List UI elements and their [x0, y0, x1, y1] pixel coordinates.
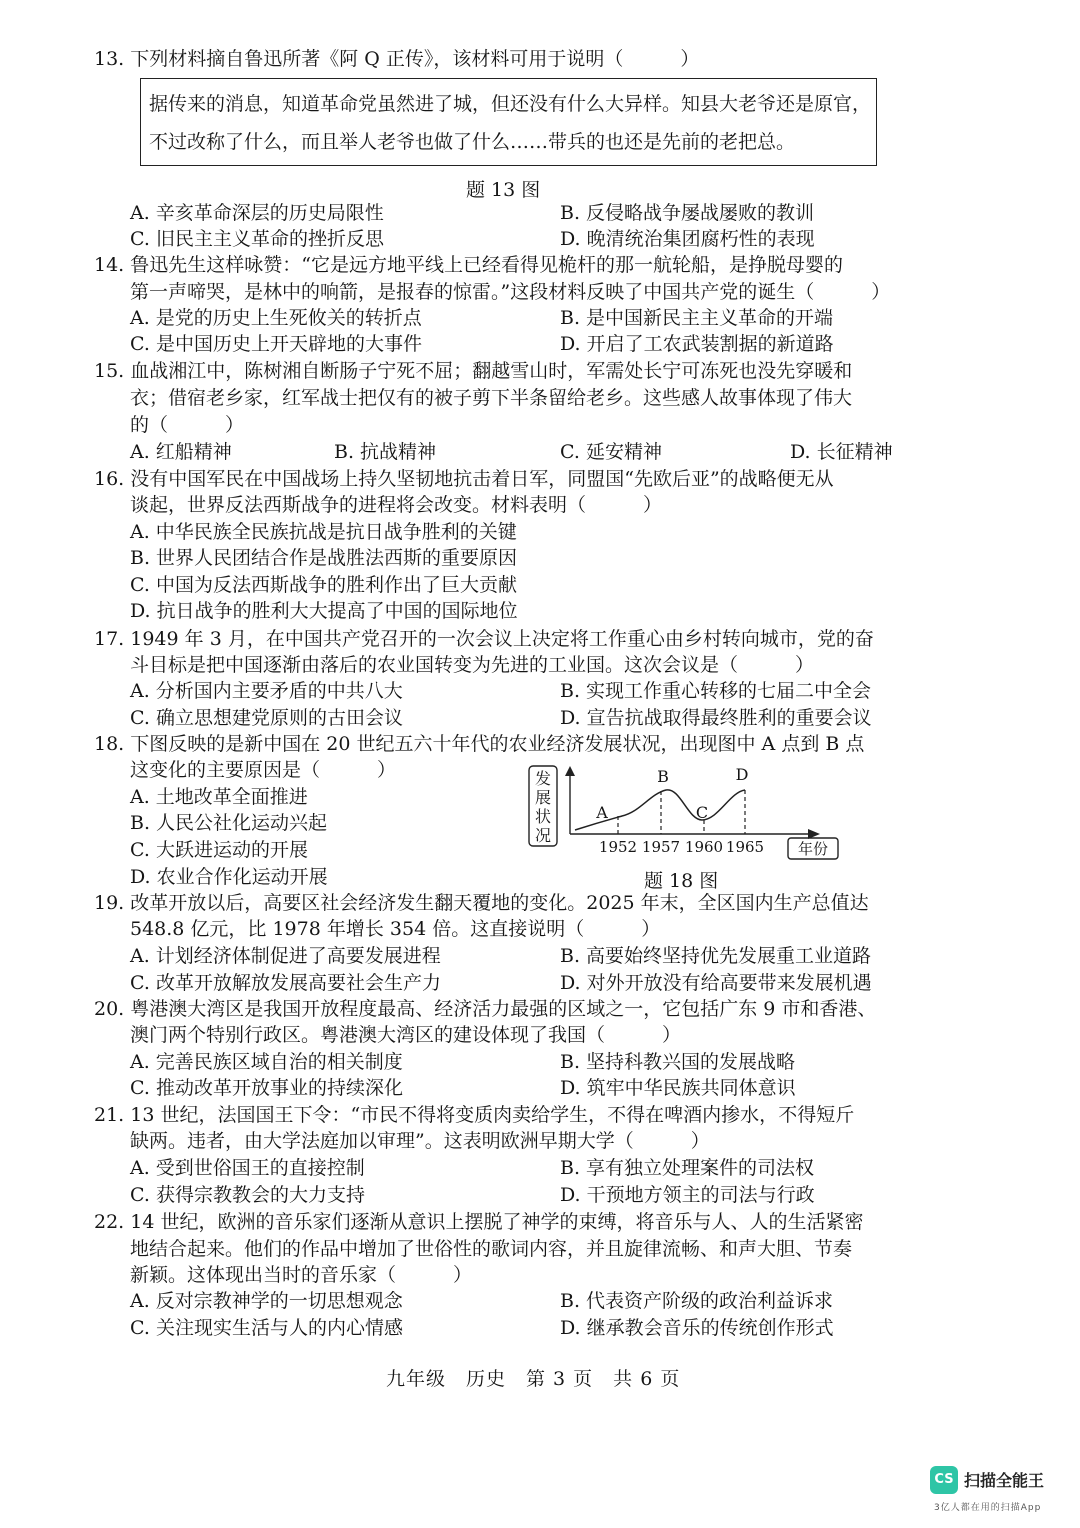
q16-option-b[interactable]: B. 世界人民团结合作是战胜法西斯的重要原因 [130, 547, 518, 569]
watermark-name: 扫描全能王 [964, 1471, 1045, 1490]
q13-option-c[interactable]: C. 旧民主主义革命的挫折反思 [130, 228, 384, 250]
q18-option-b[interactable]: B. 人民公社化运动兴起 [130, 812, 328, 834]
q15-option-a[interactable]: A. 红船精神 [130, 441, 232, 463]
q19-stem: 19. 改革开放以后，高要区社会经济发生翻天覆地的变化。2025 年末，全区国内生产总值达 [94, 892, 869, 914]
chart-ylabel-char: 展 [534, 788, 552, 807]
q15-stem: 15. 血战湘江中，陈树湘自断肠子宁死不屈；翻越雪山时，军需处长宁可冻死也没先穿暖和 [94, 360, 853, 382]
q22-option-a[interactable]: A. 反对宗教神学的一切思想观念 [130, 1290, 403, 1312]
q13-stem: 13. 下列材料摘自鲁迅所著《阿 Q 正传》，该材料可用于说明（ ） [94, 48, 700, 70]
q14-option-a[interactable]: A. 是党的历史上生死攸关的转折点 [130, 307, 422, 329]
q17-option-a[interactable]: A. 分析国内主要矛盾的中共八大 [130, 680, 403, 702]
q18-chart [520, 762, 850, 867]
q21-option-a[interactable]: A. 受到世俗国王的直接控制 [130, 1157, 365, 1179]
q18-option-c[interactable]: C. 大跃进运动的开展 [130, 839, 308, 861]
scanner-watermark [930, 1466, 1070, 1516]
chart-ylabel-char: 况 [534, 826, 552, 845]
q14-stem: 第一声啼哭，是林中的响箭，是报春的惊雷。”这段材料反映了中国共产党的诞生（ ） [130, 281, 891, 303]
q18-stem: 18. 下图反映的是新中国在 20 世纪五六十年代的农业经济发展状况，出现图中 A 点到 B 点 [94, 733, 865, 755]
q14-option-b[interactable]: B. 是中国新民主主义革命的开端 [560, 307, 834, 329]
q13-option-b[interactable]: B. 反侵略战争屡战屡败的教训 [560, 202, 815, 224]
q16-stem: 谈起，世界反法西斯战争的进程将会改变。材料表明（ ） [130, 494, 663, 516]
q14-option-d[interactable]: D. 开启了工农武装割据的新道路 [560, 333, 834, 355]
q17-option-c[interactable]: C. 确立思想建党原则的古田会议 [130, 707, 403, 729]
q18-option-d[interactable]: D. 农业合作化运动开展 [130, 866, 328, 888]
q19-stem: 548.8 亿元，比 1978 年增长 354 倍。这直接说明（ ） [130, 918, 661, 940]
q15-option-b[interactable]: B. 抗战精神 [334, 441, 437, 463]
q17-option-d[interactable]: D. 宣告抗战取得最终胜利的重要会议 [560, 707, 872, 729]
q21-option-d[interactable]: D. 干预地方领主的司法与行政 [560, 1184, 815, 1206]
q15-option-d[interactable]: D. 长征精神 [790, 441, 893, 463]
q22-option-d[interactable]: D. 继承教会音乐的传统创作形式 [560, 1317, 834, 1339]
q13-material-line: 据传来的消息，知道革命党虽然进了城，但还没有什么大异样。知县大老爷还是原官， [149, 93, 872, 115]
q16-option-a[interactable]: A. 中华民族全民族抗战是抗日战争胜利的关键 [130, 521, 517, 543]
q21-option-c[interactable]: C. 获得宗教教会的大力支持 [130, 1184, 365, 1206]
camscanner-logo-icon: CS [930, 1466, 958, 1494]
chart-ylabel-char: 发 [534, 769, 552, 788]
chart-y-arrow [565, 766, 575, 776]
q18-caption: 题 18 图 [644, 870, 719, 892]
q20-stem: 澳门两个特别行政区。粤港澳大湾区的建设体现了我国（ ） [130, 1024, 682, 1046]
chart-point-label: C [695, 803, 709, 822]
q19-option-a[interactable]: A. 计划经济体制促进了高要发展进程 [130, 945, 441, 967]
q17-stem: 斗目标是把中国逐渐由落后的农业国转变为先进的工业国。这次会议是（ ） [130, 654, 815, 676]
q14-option-c[interactable]: C. 是中国历史上开天辟地的大事件 [130, 333, 422, 355]
q13-material-box [140, 78, 877, 166]
chart-marks [595, 765, 764, 856]
q17-option-b[interactable]: B. 实现工作重心转移的七届二中全会 [560, 680, 872, 702]
watermark-subtitle: 3亿人都在用的扫描App [934, 1503, 1042, 1513]
chart-ylabel [535, 769, 551, 845]
q13-caption: 题 13 图 [466, 179, 541, 201]
q22-stem: 新颖。这体现出当时的音乐家（ ） [130, 1264, 473, 1286]
q22-stem: 地结合起来。他们的作品中增加了世俗性的歌词内容，并且旋律流畅、和声大胆、节奏 [130, 1238, 853, 1260]
q20-option-d[interactable]: D. 筑牢中华民族共同体意识 [560, 1077, 796, 1099]
q14-stem: 14. 鲁迅先生这样咏赞：“它是远方地平线上已经看得见桅杆的那一航轮船，是挣脱母婴的 [94, 254, 843, 276]
q16-option-c[interactable]: C. 中国为反法西斯战争的胜利作出了巨大贡献 [130, 574, 517, 596]
q19-option-b[interactable]: B. 高要始终坚持优先发展重工业道路 [560, 945, 872, 967]
q22-option-b[interactable]: B. 代表资产阶级的政治利益诉求 [560, 1290, 834, 1312]
chart-ylabel-char: 状 [534, 807, 552, 826]
q15-stem: 衣；借宿老乡家，红军战士把仅有的被子剪下半条留给老乡。这些感人故事体现了伟大 [130, 387, 853, 409]
q21-stem: 21. 13 世纪，法国国王下令：“市民不得将变质肉卖给学生，不得在啤酒内掺水，不得短斤 [94, 1104, 855, 1126]
q15-stem: 的（ ） [130, 414, 245, 436]
q17-stem: 17. 1949 年 3 月，在中国共产党召开的一次会议上决定将工作重心由乡村转向城市，党的奋 [94, 628, 874, 650]
q22-stem: 22. 14 世纪，欧洲的音乐家们逐渐从意识上摆脱了神学的束缚，将音乐与人、人的生活紧密 [94, 1211, 864, 1233]
q20-option-c[interactable]: C. 推动改革开放事业的持续深化 [130, 1077, 403, 1099]
page-footer: 九年级 历史 第 3 页 共 6 页 [386, 1368, 681, 1390]
q21-stem: 缺两。违者，由大学法庭加以审理”。这表明欧洲早期大学（ ） [130, 1130, 710, 1152]
q16-stem: 16. 没有中国军民在中国战场上持久坚韧地抗击着日军，同盟国“先欧后亚”的战略便无从 [94, 468, 834, 490]
q15-option-c[interactable]: C. 延安精神 [560, 441, 662, 463]
chart-x-tick-label: 1960 [684, 838, 724, 856]
q13-option-a[interactable]: A. 辛亥革命深层的历史局限性 [130, 202, 384, 224]
q19-option-d[interactable]: D. 对外开放没有给高要带来发展机遇 [560, 972, 872, 994]
q20-option-b[interactable]: B. 坚持科教兴国的发展战略 [560, 1051, 796, 1073]
chart-x-tick-label: 1965 [725, 838, 765, 856]
q20-option-a[interactable]: A. 完善民族区域自治的相关制度 [130, 1051, 403, 1073]
q20-stem: 20. 粤港澳大湾区是我国开放程度最高、经济活力最强的区域之一，它包括广东 9 市和香港、 [94, 998, 877, 1020]
chart-point-label: A [596, 803, 608, 822]
q13-material-line: 不过改称了什么，而且举人老爷也做了什么……带兵的也还是先前的老把总。 [149, 131, 796, 153]
chart-x-tick-label: 1952 [598, 838, 638, 856]
q18-stem: 这变化的主要原因是（ ） [130, 759, 397, 781]
q22-option-c[interactable]: C. 关注现实生活与人的内心情感 [130, 1317, 403, 1339]
q18-option-a[interactable]: A. 土地改革全面推进 [130, 786, 308, 808]
q13-option-d[interactable]: D. 晚清统治集团腐朽性的表现 [560, 228, 815, 250]
q16-option-d[interactable]: D. 抗日战争的胜利大大提高了中国的国际地位 [130, 600, 518, 622]
chart-point-label: B [657, 767, 669, 786]
chart-x-tick-label: 1957 [641, 838, 681, 856]
chart-xlabel: 年份 [797, 840, 829, 858]
chart-point-label: D [735, 765, 749, 784]
q19-option-c[interactable]: C. 改革开放解放发展高要社会生产力 [130, 972, 441, 994]
q21-option-b[interactable]: B. 享有独立处理案件的司法权 [560, 1157, 815, 1179]
